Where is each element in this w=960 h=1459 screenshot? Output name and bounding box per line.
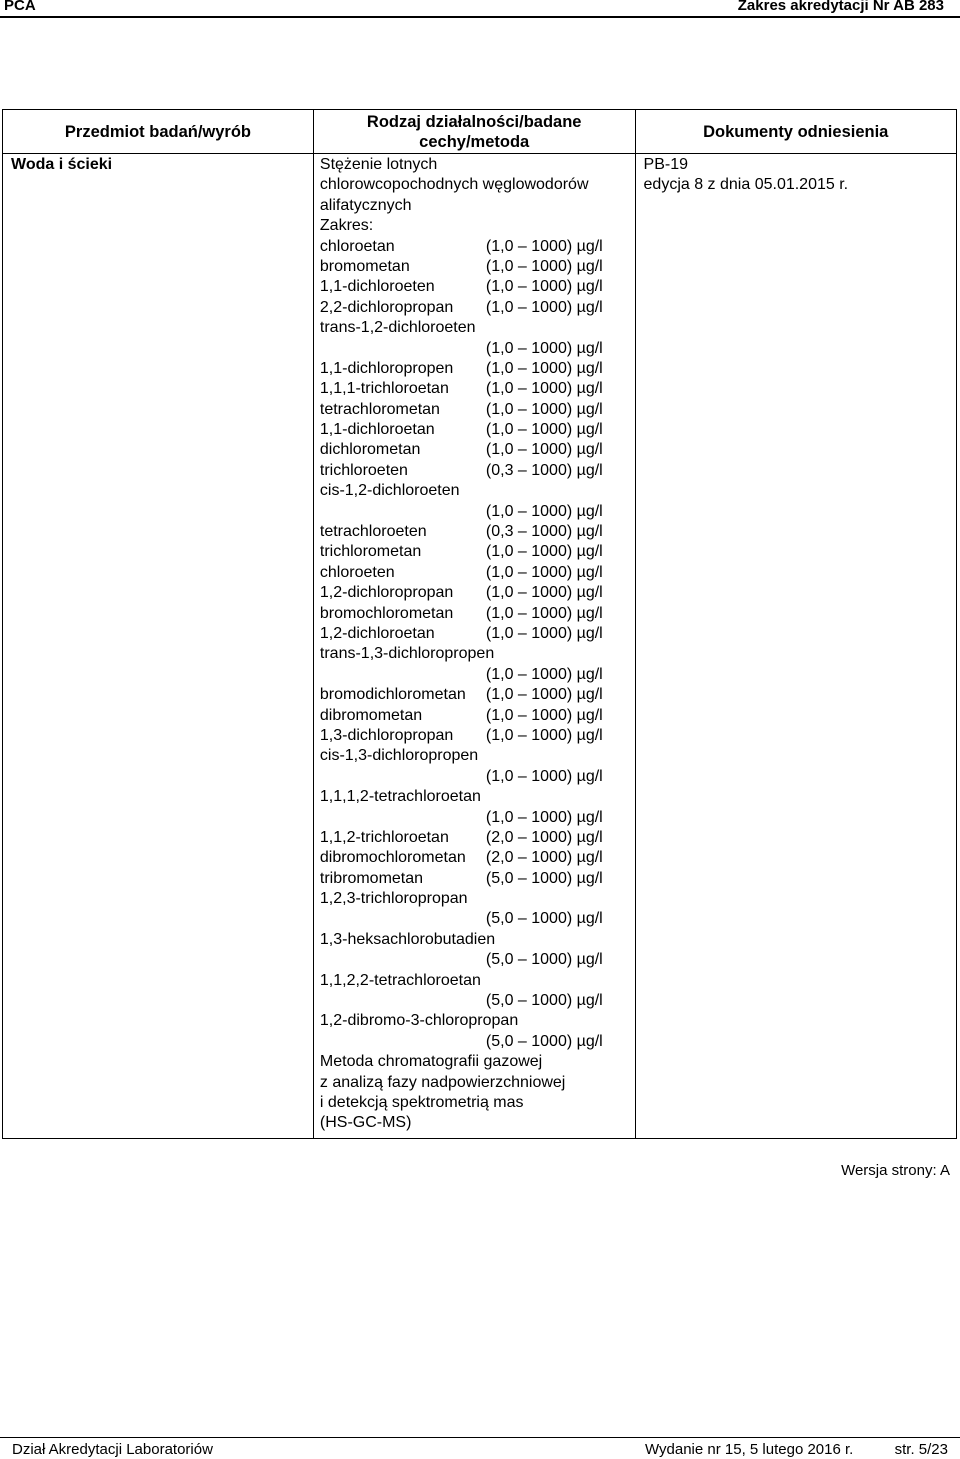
analyte-row: [320, 848, 631, 868]
analyte-name: trichloroeten: [319, 461, 408, 479]
analyte-range: (0,3 – 1000) µg/l: [485, 523, 603, 541]
documents-cell: [635, 154, 956, 1139]
analyte-range: (1,0 – 1000) µg/l: [485, 604, 603, 622]
footer-page-number: str. 5/23: [894, 1441, 948, 1458]
analyte-range: (2,0 – 1000) µg/l: [485, 828, 603, 846]
table-row: [3, 154, 957, 1139]
method-text-line: Zakres:: [319, 217, 374, 235]
analyte-range: (1,0 – 1000) µg/l: [485, 237, 603, 255]
header-org: PCA: [4, 0, 36, 14]
header-scope: Zakres akredytacji Nr AB 283: [737, 0, 944, 14]
analyte-name: chloroeten: [319, 563, 395, 581]
analyte-range: (1,0 – 1000) µg/l: [485, 767, 603, 785]
analyte-name: 1,3-dichloropropan: [319, 726, 454, 744]
analyte-row: [320, 685, 631, 705]
analyte-name: tetrachloroeten: [319, 523, 427, 541]
analyte-name: bromodichlorometan: [319, 686, 466, 704]
analyte-row: [320, 706, 631, 726]
analyte-row: [320, 522, 631, 542]
analyte-range: (1,0 – 1000) µg/l: [485, 502, 603, 520]
page-version: Wersja strony: A: [841, 1162, 950, 1179]
analyte-row: [320, 542, 631, 562]
page-header: [0, 0, 960, 18]
analyte-name: tribromometan: [319, 869, 424, 887]
analyte-row: [320, 624, 631, 644]
analyte-row: [320, 440, 631, 460]
document-code: PB-19: [643, 156, 688, 173]
analyte-range: (1,0 – 1000) µg/l: [485, 706, 603, 724]
analyte-name: 1,3-heksachlorobutadien: [319, 930, 496, 948]
analyte-name: 1,2-dichloroetan: [319, 624, 435, 642]
analyte-name: 1,1-dichloropropen: [319, 359, 454, 377]
accreditation-table: [2, 109, 957, 1139]
method-text-line: alifatycznych: [319, 196, 412, 214]
method-text-line: z analizą fazy nadpowierzchniowej: [319, 1073, 566, 1091]
analyte-range: (5,0 – 1000) µg/l: [485, 1032, 603, 1050]
analyte-row: [320, 237, 631, 257]
analyte-name: tetrachlorometan: [319, 400, 440, 418]
analyte-range: (1,0 – 1000) µg/l: [485, 339, 603, 357]
analyte-name: 1,1,2,2-tetrachloroetan: [319, 971, 481, 989]
document-edition: edycja 8 z dnia 05.01.2015 r.: [643, 176, 849, 194]
analyte-row: [320, 359, 631, 379]
subject-cell: Woda i ścieki: [3, 154, 314, 1139]
analyte-row: [320, 583, 631, 603]
analyte-range: (0,3 – 1000) µg/l: [485, 461, 603, 479]
analyte-range: (1,0 – 1000) µg/l: [485, 298, 603, 316]
analyte-row: [320, 604, 631, 624]
analyte-name: cis-1,2-dichloroeten: [319, 482, 460, 500]
analyte-name: bromochlorometan: [319, 604, 454, 622]
analyte-range: (1,0 – 1000) µg/l: [485, 563, 603, 581]
analyte-row: [320, 869, 631, 889]
analyte-range: (1,0 – 1000) µg/l: [485, 543, 603, 561]
analyte-range: (1,0 – 1000) µg/l: [485, 584, 603, 602]
method-outro: [320, 1052, 631, 1134]
footer-edition: Wydanie nr 15, 5 lutego 2016 r.: [645, 1441, 854, 1458]
analyte-name: trans-1,2-dichloroeten: [319, 319, 476, 337]
analyte-row: [320, 277, 631, 297]
analyte-name: cis-1,3-dichloropropen: [319, 747, 479, 765]
analyte-name: trans-1,3-dichloropropen: [319, 645, 495, 663]
analyte-row: [320, 379, 631, 399]
analyte-name: dibromochlorometan: [319, 849, 466, 867]
analyte-range: (1,0 – 1000) µg/l: [485, 808, 603, 826]
analyte-name: chloroetan: [319, 237, 395, 255]
analyte-name: bromometan: [319, 257, 410, 275]
analyte-range: (1,0 – 1000) µg/l: [485, 400, 603, 418]
analyte-range: (1,0 – 1000) µg/l: [485, 421, 603, 439]
analyte-range: (5,0 – 1000) µg/l: [485, 951, 603, 969]
method-cell: [313, 154, 635, 1139]
column-header-subject: Przedmiot badań/wyrób: [3, 110, 314, 154]
analyte-range: (1,0 – 1000) µg/l: [485, 380, 603, 398]
method-text-line: (HS-GC-MS): [319, 1114, 412, 1132]
analyte-range: (1,0 – 1000) µg/l: [485, 624, 603, 642]
analyte-name: dibromometan: [319, 706, 423, 724]
analyte-range: (1,0 – 1000) µg/l: [485, 441, 603, 459]
analyte-name: 1,1-dichloroeten: [319, 278, 435, 296]
analyte-list: [320, 237, 631, 1053]
analyte-row: [320, 726, 631, 746]
analyte-range: (1,0 – 1000) µg/l: [485, 665, 603, 683]
method-text-line: Stężenie lotnych: [319, 156, 438, 173]
footer-department: Dział Akredytacji Laboratoriów: [12, 1441, 213, 1458]
column-header-method: Rodzaj działalności/badane cechy/metoda: [313, 110, 635, 154]
analyte-row: [320, 257, 631, 277]
method-intro: [320, 155, 631, 237]
analyte-range: (1,0 – 1000) µg/l: [485, 359, 603, 377]
analyte-name: 1,1,1,2-tetrachloroetan: [319, 788, 481, 806]
analyte-row: [320, 400, 631, 420]
analyte-name: 2,2-dichloropropan: [319, 298, 454, 316]
analyte-range: (5,0 – 1000) µg/l: [485, 869, 603, 887]
analyte-name: trichlorometan: [319, 543, 422, 561]
column-header-documents: Dokumenty odniesienia: [635, 110, 956, 154]
analyte-name: 1,2,3-trichloropropan: [319, 890, 468, 908]
analyte-name: 1,2-dichloropropan: [319, 584, 454, 602]
analyte-row: [320, 298, 631, 318]
analyte-name: 1,1,1-trichloroetan: [319, 380, 449, 398]
analyte-name: 1,1,2-trichloroetan: [319, 828, 449, 846]
analyte-range: (5,0 – 1000) µg/l: [485, 992, 603, 1010]
analyte-range: (5,0 – 1000) µg/l: [485, 910, 603, 928]
method-text-line: chlorowcopochodnych węglowodorów: [319, 176, 589, 194]
method-text-line: i detekcją spektrometrią mas: [319, 1093, 524, 1111]
analyte-name: dichlorometan: [319, 441, 421, 459]
page-footer: [0, 1437, 960, 1459]
analyte-range: (1,0 – 1000) µg/l: [485, 257, 603, 275]
analyte-range: (1,0 – 1000) µg/l: [485, 726, 603, 744]
method-text-line: Metoda chromatografii gazowej: [319, 1053, 543, 1071]
analyte-row: [320, 420, 631, 440]
analyte-range: (2,0 – 1000) µg/l: [485, 849, 603, 867]
analyte-name: 1,2-dibromo-3-chloropropan: [319, 1012, 519, 1030]
analyte-row: [320, 563, 631, 583]
analyte-name: 1,1-dichloroetan: [319, 421, 435, 439]
analyte-range: (1,0 – 1000) µg/l: [485, 278, 603, 296]
analyte-row: [320, 828, 631, 848]
analyte-row: [320, 461, 631, 481]
analyte-range: (1,0 – 1000) µg/l: [485, 686, 603, 704]
